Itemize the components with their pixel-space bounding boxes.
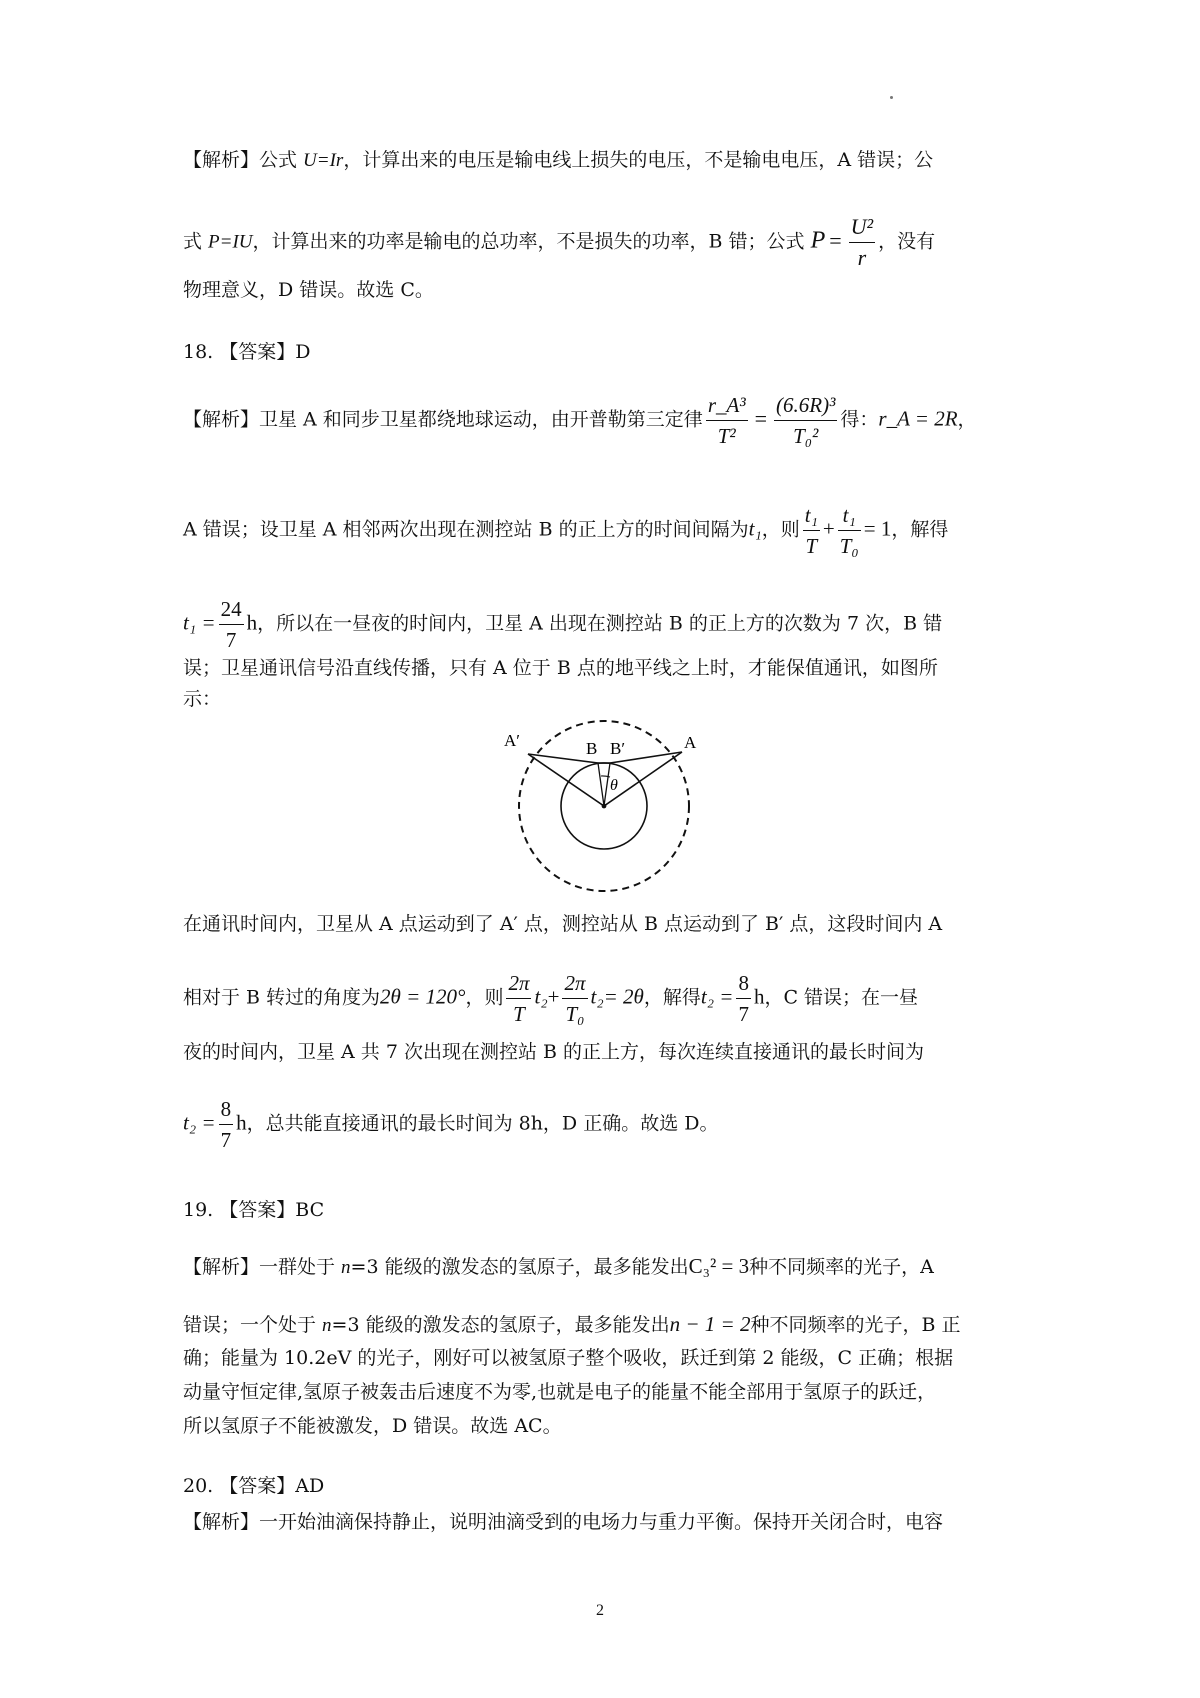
t2-fraction-final: $\frac{8}{7}$ — [219, 1094, 234, 1155]
q19-line-3: 确；能量为 10.2eV 的光子，刚好可以被氢原子整个吸收，跃迁到第 2 能级，C 正确；根据 — [183, 1347, 954, 1369]
q18-line-8: 夜的时间内，卫星 A 共 7 次出现在测控站 B 的正上方，每次连续直接通讯的最长时间为 — [183, 1041, 925, 1063]
q18-line-7: 相对于 B 转过的角度为2θ = 120°，则 $\frac{2\pi}{T}$ t₂+ $\frac{2\pi}{\text{T₀}}$ t₂= 2θ，解得t₂ = $\frac{8}{7}$ h，C 错误；在一昼 — [183, 968, 918, 1029]
q18-line-9: t₂ = $\frac{8}{7}$ h，总共能直接通讯的最长时间为 8h，D 正确。故选 D。 — [183, 1094, 718, 1155]
label-theta: θ — [610, 777, 618, 794]
t1-fraction: $\frac{24}{7}$ — [219, 594, 244, 655]
label-b: B — [586, 739, 598, 758]
angle-fraction-1: $\frac{2\pi}{T}$ — [506, 968, 531, 1029]
earth-center-dot — [602, 804, 607, 809]
q17-line-1: 【解析】公式 U=Ir，计算出来的电压是输电线上损失的电压，不是输电电压，A 错误；公 — [183, 149, 934, 171]
theta-arc — [601, 776, 610, 777]
page-number: 2 — [596, 1602, 604, 1619]
q17-line-2: 式 P=IU，计算出来的功率是输电的总功率，不是损失的功率，B 错；公式 P = $\frac{\text{U²}}{r}$ ，没有 — [183, 212, 935, 273]
period-fraction-1: $\frac{\text{t₁}}{T}$ — [803, 500, 820, 561]
angle-fraction-2: $\frac{2\pi}{\text{T₀}}$ — [562, 968, 587, 1029]
q19-line-2: 错误；一个处于 n=3 能级的激发态的氢原子，最多能发出n − 1 = 2种不同频率的光子，B 正 — [183, 1312, 961, 1336]
t2-fraction: $\frac{8}{7}$ — [736, 968, 751, 1029]
q18-line-1: 【解析】卫星 A 和同步卫星都绕地球运动，由开普勒第三定律 $\frac{\text{r\_A³}}{\text{T²}}$ = $\frac{\text{(6.6R)³}}{\text{T₀²}}$ 得：r_A = 2R， — [183, 390, 977, 451]
kepler-fraction-left: $\frac{\text{r\_A³}}{\text{T²}}$ — [706, 390, 748, 451]
q20-line-1: 【解析】一开始油滴保持静止，说明油滴受到的电场力与重力平衡。保持开关闭合时，电容 — [183, 1511, 944, 1533]
q19-line-1: 【解析】一群处于 n=3 能级的激发态的氢原子，最多能发出C₃² = 3种不同频率的光子，A — [183, 1254, 934, 1278]
q18-line-3: t₁ = $\frac{24}{7}$ h，所以在一昼夜的时间内，卫星 A 出现在测控站 B 的正上方的次数为 7 次，B 错 — [183, 594, 942, 655]
kepler-fraction-right: $\frac{\text{(6.6R)³}}{\text{T₀²}}$ — [774, 390, 837, 451]
wedge-lines — [598, 763, 610, 806]
q18-line-5: 示： — [183, 688, 222, 710]
q18-line-4: 误；卫星通讯信号沿直线传播，只有 A 位于 B 点的地平线之上时，才能保值通讯，如图所 — [183, 657, 938, 679]
header-dot — [890, 96, 893, 99]
q18-answer-heading: 18. 【答案】D — [183, 341, 311, 363]
label-a-prime: A′ — [504, 731, 520, 750]
label-b-prime: B′ — [610, 739, 626, 758]
label-a: A — [684, 733, 697, 752]
power-fraction: $\frac{\text{U²}}{r}$ — [850, 214, 874, 270]
q19-line-5: 所以氢原子不能被激发，D 错误。故选 AC。 — [183, 1415, 562, 1437]
q19-line-4: 动量守恒定律,氢原子被轰击后速度不为零,也就是电子的能量不能全部用于氢原子的跃迁， — [183, 1381, 937, 1403]
q20-answer-heading: 20. 【答案】AD — [183, 1475, 325, 1497]
horizon-lines — [528, 752, 682, 763]
q18-line-6: 在通讯时间内，卫星从 A 点运动到了 A′ 点，测控站从 B 点运动到了 B′ 点，这段时间内 A — [183, 913, 943, 935]
q17-line-3: 物理意义，D 错误。故选 C。 — [183, 279, 434, 301]
period-fraction-2: $\frac{\text{t₁}}{\text{T₀}}$ — [838, 500, 861, 561]
q19-answer-heading: 19. 【答案】BC — [183, 1199, 325, 1221]
orbit-diagram — [504, 718, 697, 898]
q18-line-2: A 错误；设卫星 A 相邻两次出现在测控站 B 的正上方的时间间隔为t₁，则 $\frac{\text{t₁}}{T}$ + $\frac{\text{t₁}}{\text{T₀}}$ = 1，解得 — [183, 500, 948, 561]
